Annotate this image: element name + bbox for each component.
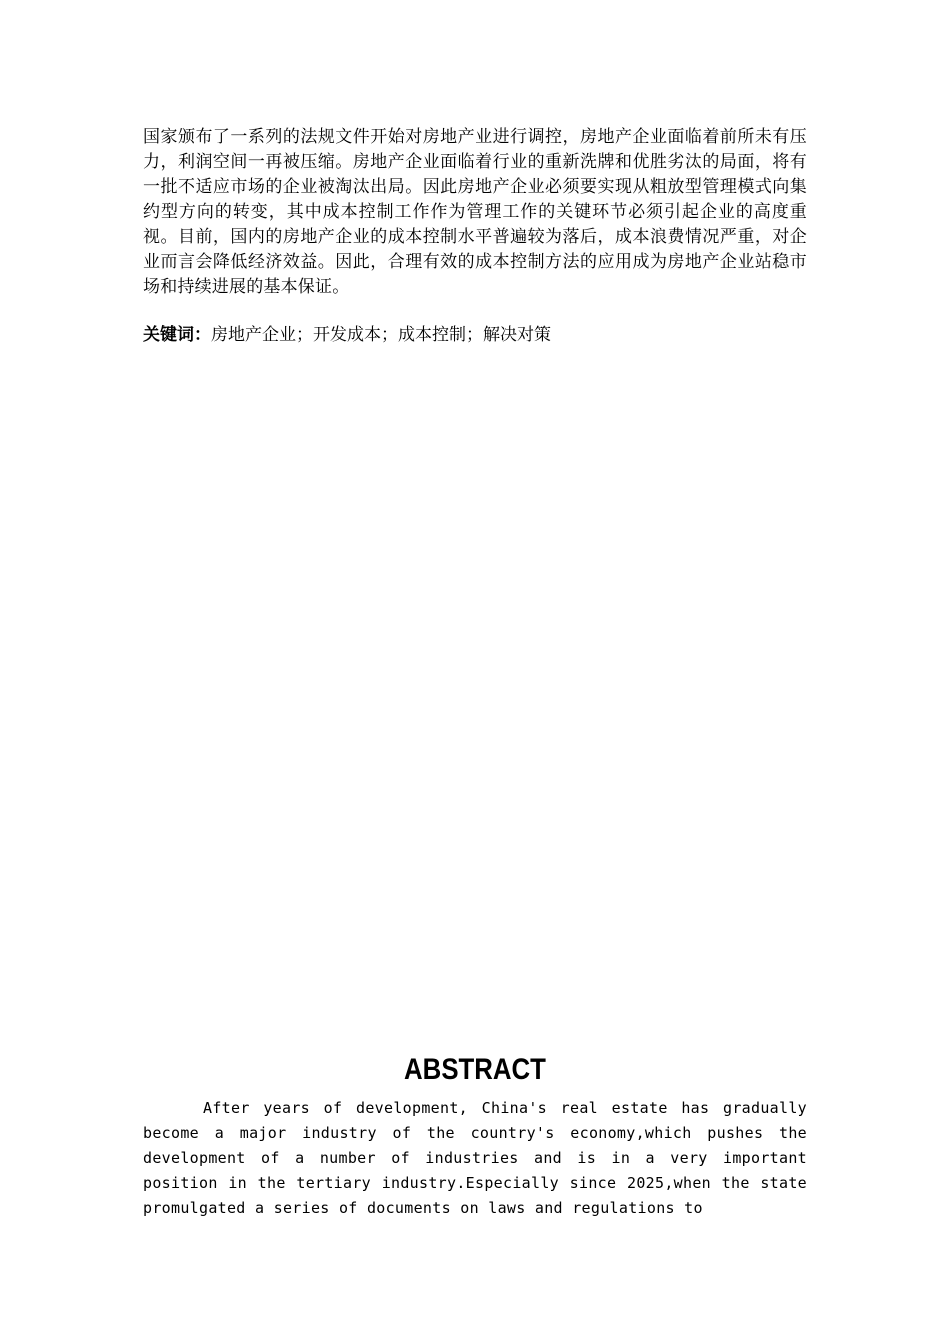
- keywords-line: [143, 323, 807, 348]
- abstract-heading: ABSTRACT: [404, 1053, 546, 1086]
- english-abstract-paragraph: After years of development, China's real estate has gradually become a major industry of the country's economy,which pushes the development of a number of industries and is in a very important position in the tertiary industry.Especially since 2025,when the state promulgated a series of documents on laws and regulations to: [143, 1099, 807, 1217]
- keywords-label: 关键词：: [143, 325, 211, 345]
- keywords-value: 房地产企业；开发成本；成本控制；解决对策: [211, 325, 551, 345]
- chinese-abstract-paragraph: 国家颁布了一系列的法规文件开始对房地产业进行调控，房地产企业面临着前所未有压力，利润空间一再被压缩。房地产企业面临着行业的重新洗牌和优胜劣汰的局面，将有一批不适应市场的企业被淘汰出局。因此房地产企业必须要实现从粗放型管理模式向集约型方向的转变，其中成本控制工作作为管理工作的关键环节必须引起企业的高度重视。目前，国内的房地产企业的成本控制水平普遍较为落后，成本浪费情况严重，对企业而言会降低经济效益。因此，合理有效的成本控制方法的应用成为房地产企业站稳市场和持续进展的基本保证。: [143, 127, 807, 297]
